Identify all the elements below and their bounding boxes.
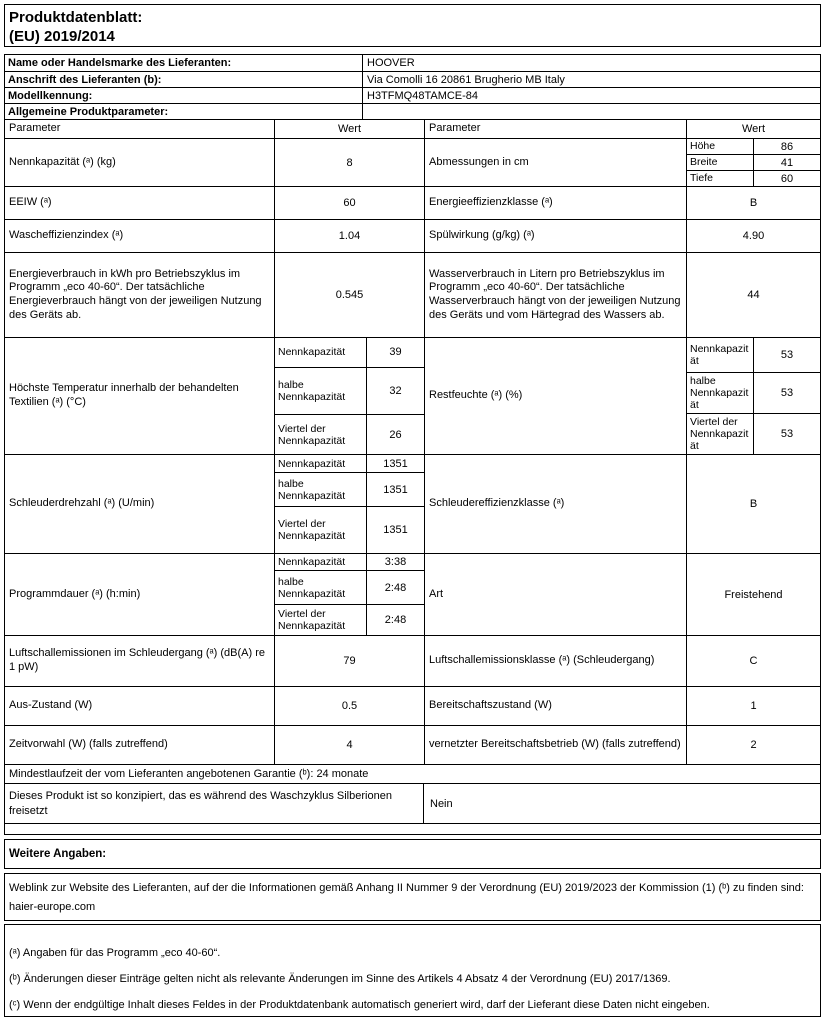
nennkapazitaet-label: Nennkapazität (ᵃ) (kg) [9,155,116,168]
header-parameter-left: Parameter [9,122,61,135]
more-info-heading-row [4,839,821,869]
art-value: Freistehend [686,554,820,635]
sub-label: halbe Nennkapazität [275,368,367,414]
sub-value: 26 [389,428,402,441]
wasserverbrauch-value: 44 [686,253,820,337]
zeitvorwahl-value: 4 [274,726,424,764]
sub-value: 53 [780,348,794,361]
eeiw-value: 60 [274,187,424,219]
sub-value: 1351 [383,483,408,496]
general-params-value [363,104,820,119]
vernetzter-bereitschaftsbetrieb-label: vernetzter Bereitschaftsbetrieb (W) (falls zutreffend) [424,726,686,764]
sub-label: Viertel der Nennkapazität [687,414,754,454]
sub-row [687,338,820,372]
hoechste-temperatur-label: Höchste Temperatur innerhalb der behandelten Textilien (ᵃ) (°C) [9,382,239,408]
sub-row-tiefe [687,170,820,186]
weblink-text: Weblink zur Website des Lieferanten, auf der die Informationen gemäß Anhang II Nummer 9 der Verordnung (EU) 2019/2023 der Kommission (1) (ᵇ) zu finden sind: [9,882,804,894]
parameters-table [4,119,821,765]
guarantee-text: Mindestlaufzeit der vom Lieferanten angebotenen Garantie (ᵇ): 24 monate [9,768,369,780]
sub-row [275,338,424,367]
sub-label: Nennkapazität [687,338,754,372]
sub-label: Nennkapazität [275,338,367,367]
wascheffizienzindex-label: Wascheffizienzindex (ᵃ) [9,229,124,242]
eeiw-label: EEIW (ᵃ) [9,196,52,209]
supplier-row-address [5,71,820,87]
sub-row [275,506,424,553]
spuelwirkung-label: Spülwirkung (g/kg) (ᵃ) [424,220,686,252]
sub-row [275,414,424,454]
title-box [4,4,821,47]
sub-row [275,570,424,604]
nennkapazitaet-value: 8 [274,139,424,186]
sub-label: Viertel der Nennkapazität [275,507,367,553]
row-wascheffizienzindex [5,219,820,252]
aus-zustand-value: 0.5 [274,687,424,725]
luftschallemissionen-label: Luftschallemissionen im Schleudergang (ᵃ) (dB(A) re 1 pW) [9,647,265,673]
wasserverbrauch-label: Wasserverbrauch in Litern pro Betriebszyklus im Programm „eco 40-60“. Der tatsächliche Wasserverbrauch hängt von der jeweiligen Nutzung des Geräts und vom Härtegrad des Wassers ab. [424,253,686,337]
row-zeitvorwahl [5,725,820,764]
luftschallemissionsklasse-label: Luftschallemissionsklasse (ᵃ) (Schleudergang) [424,636,686,686]
bereitschaftszustand-value: 1 [686,687,820,725]
header-wert-right: Wert [686,120,820,138]
footnote-b: (ᵇ) Änderungen dieser Einträge gelten nicht als relevante Änderungen im Sinne des Artikels 4 Absatz 4 der Verordnung (EU) 2017/1369. [9,973,671,985]
sub-label: Viertel der Nennkapazität [275,415,367,454]
more-info-heading: Weitere Angaben: [9,848,107,860]
abmessungen-subtable [686,139,820,186]
supplier-row-brand [5,55,820,71]
row-luftschallemissionen [5,635,820,686]
spuelwirkung-value: 4.90 [686,220,820,252]
row-eeiw [5,186,820,219]
energieverbrauch-value: 0.545 [274,253,424,337]
sub-row [687,413,820,454]
sub-label: Viertel der Nennkapazität [275,605,367,635]
sub-value: 3:38 [384,556,407,569]
general-params-label: Allgemeine Produktparameter: [5,104,363,119]
wascheffizienzindex-value: 1.04 [274,220,424,252]
bereitschaftszustand-label: Bereitschaftszustand (W) [424,687,686,725]
supplier-address-value: Via Comolli 16 20861 Brugherio MB Italy [367,73,565,86]
silver-ions-row [4,783,821,824]
sub-row [275,604,424,635]
energieverbrauch-label: Energieverbrauch in kWh pro Betriebszyklus im Programm „eco 40-60“. Der tatsächliche Energieverbrauch hängt von der jeweiligen Nutzung des Geräts ab. [9,267,262,321]
sub-value: 39 [389,346,402,359]
luftschallemissionen-value: 79 [274,636,424,686]
hoehe-value: 86 [780,140,794,153]
energieeffizienzklasse-label: Energieeffizienzklasse (ᵃ) [424,187,686,219]
sub-label: Nennkapazität [275,455,367,472]
programmdauer-label: Programmdauer (ᵃ) (h:min) [9,587,141,600]
schleuderdrehzahl-subtable [274,455,424,553]
sub-value: 32 [389,385,402,398]
hoechste-temperatur-subtable [274,338,424,454]
art-label: Art [424,554,686,635]
supplier-model-value: H3TFMQ48TAMCE-84 [367,89,479,102]
footnotes-box [4,924,821,1017]
luftschallemissionsklasse-value: C [686,636,820,686]
energieeffizienzklasse-value: B [686,187,820,219]
footnote-a: (ᵃ) Angaben für das Programm „eco 40-60“. [9,947,221,959]
zeitvorwahl-label: Zeitvorwahl (W) (falls zutreffend) [9,738,168,751]
doc-regulation: (EU) 2019/2014 [9,28,115,45]
supplier-address-label: Anschrift des Lieferanten (b): [5,72,363,87]
supplier-info-table [4,54,821,120]
sub-row-hoehe [687,139,820,154]
sub-row-breite [687,154,820,170]
weblink-url: haier-europe.com [9,901,96,913]
schleudereffizienzklasse-value: B [686,455,820,553]
header-parameter-right: Parameter [424,120,686,138]
sub-row [275,472,424,506]
sub-row [687,372,820,414]
sub-label: halbe Nennkapazität [275,571,367,604]
restfeuchte-label: Restfeuchte (ᵃ) (%) [424,338,686,454]
table-header-row [5,120,820,138]
row-programmdauer [5,553,820,635]
supplier-row-general-params [5,103,820,119]
supplier-row-model [5,87,820,103]
sub-label: Nennkapazität [275,554,367,570]
supplier-brand-value: HOOVER [367,57,415,69]
row-hoechste-temperatur [5,337,820,454]
row-schleuderdrehzahl [5,454,820,553]
abmessungen-label: Abmessungen in cm [424,139,686,186]
row-nennkapazitaet [5,138,820,186]
sub-value: 53 [780,428,794,441]
tiefe-label: Tiefe [687,171,754,186]
breite-value: 41 [780,156,794,169]
breite-label: Breite [687,155,754,170]
sub-value: 2:48 [384,581,407,594]
tiefe-value: 60 [780,172,794,185]
programmdauer-subtable [274,554,424,635]
supplier-model-label: Modellkennung: [5,88,363,103]
restfeuchte-subtable [686,338,820,454]
sub-row [275,367,424,414]
product-datasheet [4,4,821,1017]
sub-value: 2:48 [384,614,407,627]
schleuderdrehzahl-label: Schleuderdrehzahl (ᵃ) (U/min) [9,497,155,510]
silver-ions-label: Dieses Produkt ist so konzipiert, das es während des Waschzyklus Silberionen freisetzt [5,784,424,823]
row-aus-zustand [5,686,820,725]
row-energieverbrauch [5,252,820,337]
sub-row [275,455,424,472]
sub-label: halbe Nennkapazität [687,373,754,414]
header-wert-left: Wert [274,120,424,138]
vernetzter-bereitschaftsbetrieb-value: 2 [686,726,820,764]
doc-title: Produktdatenblatt: [9,9,143,26]
hoehe-label: Höhe [687,139,754,154]
sub-row [275,554,424,570]
sub-value: 1351 [383,457,408,470]
schleudereffizienzklasse-label: Schleudereffizienzklasse (ᵃ) [424,455,686,553]
guarantee-row [4,764,821,784]
supplier-brand-label: Name oder Handelsmarke des Lieferanten: [5,55,363,71]
aus-zustand-label: Aus-Zustand (W) [9,699,93,712]
sub-label: halbe Nennkapazität [275,473,367,506]
weblink-row [4,873,821,921]
sub-value: 1351 [383,524,408,537]
silver-ions-value: Nein [430,797,453,810]
empty-row [4,823,821,835]
footnote-c: (ᶜ) Wenn der endgültige Inhalt dieses Feldes in der Produktdatenbank automatisch generiert wird, darf der Lieferant diese Daten nicht eingeben. [9,999,710,1011]
sub-value: 53 [780,387,794,400]
